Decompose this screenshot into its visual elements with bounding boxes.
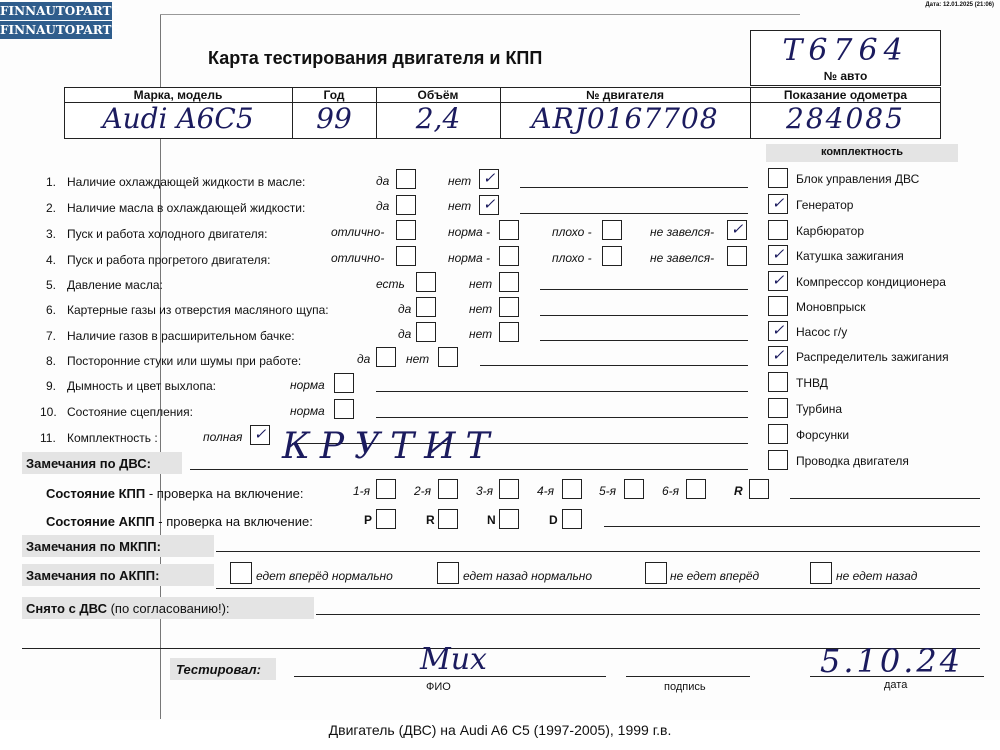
- gear-checkbox[interactable]: [562, 509, 582, 529]
- removed-label: Снято с ДВС: [26, 601, 107, 616]
- auto-gearbox-label-rest: - проверка на включение:: [154, 514, 313, 529]
- completeness-checkbox[interactable]: [768, 398, 788, 418]
- manual-gearbox-label-rest: - проверка на включение:: [145, 486, 304, 501]
- option-label: не завелся-: [650, 225, 715, 239]
- answer-checkbox[interactable]: [416, 322, 436, 342]
- completeness-header: комплектность: [820, 146, 904, 158]
- option-label: да: [398, 302, 412, 316]
- akpp-option-checkbox[interactable]: [437, 562, 459, 584]
- paper-edge: [160, 14, 800, 15]
- question-number: 1.: [46, 175, 57, 189]
- answer-checkbox[interactable]: [376, 347, 396, 367]
- option-label: да: [357, 352, 371, 366]
- option-label: да: [376, 174, 390, 188]
- header-volume: Объём: [417, 88, 459, 102]
- question-number: 5.: [46, 278, 57, 292]
- answer-checkbox[interactable]: [396, 195, 416, 215]
- answer-checkbox[interactable]: ✓: [250, 425, 270, 445]
- gear-label: 2-я: [414, 484, 432, 498]
- question-text: Наличие масла в охлаждающей жидкости:: [67, 201, 306, 215]
- answer-checkbox[interactable]: [602, 220, 622, 240]
- option-label: плохо -: [552, 251, 592, 265]
- completeness-item-label: Форсунки: [796, 428, 850, 442]
- answer-checkbox[interactable]: [727, 246, 747, 266]
- answer-checkbox[interactable]: [334, 373, 354, 393]
- remarks-auto-label: Замечания по АКПП:: [26, 568, 160, 583]
- completeness-checkbox[interactable]: [768, 220, 788, 240]
- completeness-checkbox[interactable]: [768, 372, 788, 392]
- gear-label: R: [426, 513, 435, 527]
- gear-checkbox[interactable]: [438, 509, 458, 529]
- question-text: Давление масла:: [67, 278, 163, 292]
- question-text: Наличие газов в расширительном бачке:: [67, 329, 295, 343]
- removed-label-rest: (по согласованию!):: [106, 601, 230, 616]
- header-make-model: Марка, модель: [133, 88, 223, 102]
- question-text: Дымность и цвет выхлопа:: [67, 379, 216, 393]
- gear-checkbox[interactable]: [499, 509, 519, 529]
- answer-checkbox[interactable]: [499, 220, 519, 240]
- akpp-option-label: не едет назад: [836, 569, 918, 583]
- question-number: 3.: [46, 227, 57, 241]
- header-engine-number: № двигателя: [586, 88, 664, 102]
- option-label: норма: [290, 378, 325, 392]
- tested-label: Тестировал:: [176, 662, 261, 677]
- gear-checkbox[interactable]: [624, 479, 644, 499]
- gear-label: 3-я: [476, 484, 494, 498]
- site-logo-second: FINNAUTOPARTS: [0, 23, 121, 37]
- option-label: да: [376, 199, 390, 213]
- completeness-item-label: Распределитель зажигания: [796, 350, 949, 364]
- completeness-checkbox[interactable]: ✓: [768, 271, 788, 291]
- akpp-option-label: едет вперёд нормально: [256, 569, 393, 583]
- answer-checkbox[interactable]: [396, 220, 416, 240]
- image-caption: Двигатель (ДВС) на Audi A6 C5 (1997-2005), 1999 г.в.: [328, 722, 672, 738]
- question-text: Пуск и работа холодного двигателя:: [67, 227, 268, 241]
- gear-label: 6-я: [662, 484, 680, 498]
- completeness-checkbox[interactable]: ✓: [768, 346, 788, 366]
- option-label: плохо -: [552, 225, 592, 239]
- signature-label: подпись: [664, 681, 706, 693]
- question-text: Состояние сцепления:: [67, 405, 193, 419]
- gear-label: D: [549, 513, 558, 527]
- completeness-item-label: Проводка двигателя: [796, 454, 909, 468]
- answer-checkbox[interactable]: [416, 297, 436, 317]
- gear-label: 4-я: [537, 484, 555, 498]
- question-number: 4.: [46, 253, 57, 267]
- completeness-item-label: Насос г/у: [796, 325, 848, 339]
- gear-checkbox[interactable]: [749, 479, 769, 499]
- completeness-checkbox[interactable]: ✓: [768, 194, 788, 214]
- auto-number-box: [750, 30, 941, 86]
- remarks-engine-handwritten: КРУТИТ: [282, 426, 500, 467]
- auto-number-value: T6764: [782, 33, 909, 68]
- option-label: нет: [448, 174, 472, 188]
- gear-checkbox[interactable]: [686, 479, 706, 499]
- gear-label: P: [364, 513, 373, 527]
- date-stamp: Дата: 12.01.2025 (21:06): [925, 2, 994, 8]
- option-label: норма -: [448, 251, 491, 265]
- remarks-manual-label: Замечания по МКПП:: [26, 539, 161, 554]
- tester-name-handwritten: Мих: [420, 642, 487, 677]
- header-odometer: Показание одометра: [783, 88, 908, 102]
- gear-checkbox[interactable]: [376, 479, 396, 499]
- completeness-checkbox[interactable]: [768, 450, 788, 470]
- question-number: 10.: [40, 405, 57, 419]
- question-text: Посторонние стуки или шумы при работе:: [67, 354, 302, 368]
- answer-checkbox[interactable]: ✓: [727, 220, 747, 240]
- value-volume: 2,4: [415, 102, 461, 135]
- gear-checkbox[interactable]: [562, 479, 582, 499]
- gear-checkbox[interactable]: [499, 479, 519, 499]
- completeness-checkbox[interactable]: [768, 424, 788, 444]
- akpp-option-label: не едет вперёд: [670, 569, 760, 583]
- gear-label: 1-я: [353, 484, 371, 498]
- value-engine-number: ARJ0167708: [531, 102, 719, 135]
- akpp-option-label: едет назад нормально: [463, 569, 593, 583]
- answer-checkbox[interactable]: [416, 272, 436, 292]
- gear-label: N: [487, 513, 496, 527]
- answer-checkbox[interactable]: [499, 272, 519, 292]
- gear-checkbox[interactable]: [376, 509, 396, 529]
- completeness-item-label: Компрессор кондиционера: [796, 275, 946, 289]
- option-label: норма -: [448, 225, 491, 239]
- answer-checkbox[interactable]: [499, 297, 519, 317]
- question-text: Картерные газы из отверстия масляного щупа:: [67, 303, 329, 317]
- option-label: нет: [469, 277, 493, 291]
- gear-checkbox[interactable]: [438, 479, 458, 499]
- option-label: полная: [203, 430, 243, 444]
- question-text: Наличие охлаждающей жидкости в масле:: [67, 175, 306, 189]
- question-number: 7.: [46, 329, 57, 343]
- test-date-handwritten: 5.10.24: [820, 642, 964, 680]
- option-label: есть: [376, 277, 405, 291]
- option-label: отлично-: [331, 251, 385, 265]
- question-number: 11.: [40, 431, 56, 445]
- option-label: отлично-: [331, 225, 385, 239]
- answer-checkbox[interactable]: [499, 322, 519, 342]
- question-number: 6.: [46, 303, 57, 317]
- question-number: 2.: [46, 201, 57, 215]
- option-label: нет: [469, 327, 493, 341]
- answer-checkbox[interactable]: [438, 347, 458, 367]
- option-label: нет: [448, 199, 472, 213]
- completeness-item-label: Катушка зажигания: [796, 249, 904, 263]
- completeness-item-label: Турбина: [796, 402, 843, 416]
- auto-gearbox-label: Состояние АКПП: [46, 514, 155, 529]
- site-logo: FINNAUTOPARTS: [0, 4, 121, 18]
- question-text: Пуск и работа прогретого двигателя:: [67, 253, 271, 267]
- question-text: Комплектность :: [67, 431, 158, 445]
- question-number: 9.: [46, 379, 57, 393]
- answer-checkbox[interactable]: [602, 246, 622, 266]
- option-label: да: [398, 327, 412, 341]
- gear-label: 5-я: [599, 484, 617, 498]
- remarks-engine-label: Замечания по ДВС:: [26, 456, 151, 471]
- completeness-item-label: Блок управления ДВС: [796, 172, 920, 186]
- manual-gearbox-label: Состояние КПП: [46, 486, 146, 501]
- completeness-item-label: ТНВД: [796, 376, 828, 390]
- value-make-model: Audi A6C5: [102, 102, 254, 135]
- answer-checkbox[interactable]: ✓: [479, 169, 499, 189]
- option-label: норма: [290, 404, 325, 418]
- answer-checkbox[interactable]: [396, 169, 416, 189]
- completeness-item-label: Моновпрыск: [796, 300, 866, 314]
- completeness-item-label: Генератор: [796, 198, 854, 212]
- value-odometer: 284085: [786, 102, 905, 135]
- question-number: 8.: [46, 354, 57, 368]
- option-label: нет: [406, 352, 430, 366]
- answer-checkbox[interactable]: [396, 246, 416, 266]
- auto-number-label: № авто: [823, 69, 868, 83]
- akpp-option-checkbox[interactable]: [230, 562, 252, 584]
- fio-label: ФИО: [426, 681, 451, 693]
- completeness-checkbox[interactable]: [768, 296, 788, 316]
- header-year: Год: [323, 88, 345, 102]
- completeness-item-label: Карбюратор: [796, 224, 865, 238]
- akpp-option-checkbox[interactable]: [645, 562, 667, 584]
- answer-checkbox[interactable]: [499, 246, 519, 266]
- value-year: 99: [316, 102, 352, 135]
- answer-checkbox[interactable]: [334, 399, 354, 419]
- gear-label: R: [734, 484, 743, 498]
- completeness-checkbox[interactable]: ✓: [768, 321, 788, 341]
- akpp-option-checkbox[interactable]: [810, 562, 832, 584]
- completeness-checkbox[interactable]: [768, 168, 788, 188]
- option-label: не завелся-: [650, 251, 715, 265]
- completeness-checkbox[interactable]: ✓: [768, 245, 788, 265]
- page-title: Карта тестирования двигателя и КПП: [208, 48, 543, 68]
- option-label: нет: [469, 302, 493, 316]
- answer-checkbox[interactable]: ✓: [479, 195, 499, 215]
- date-label: дата: [884, 679, 908, 691]
